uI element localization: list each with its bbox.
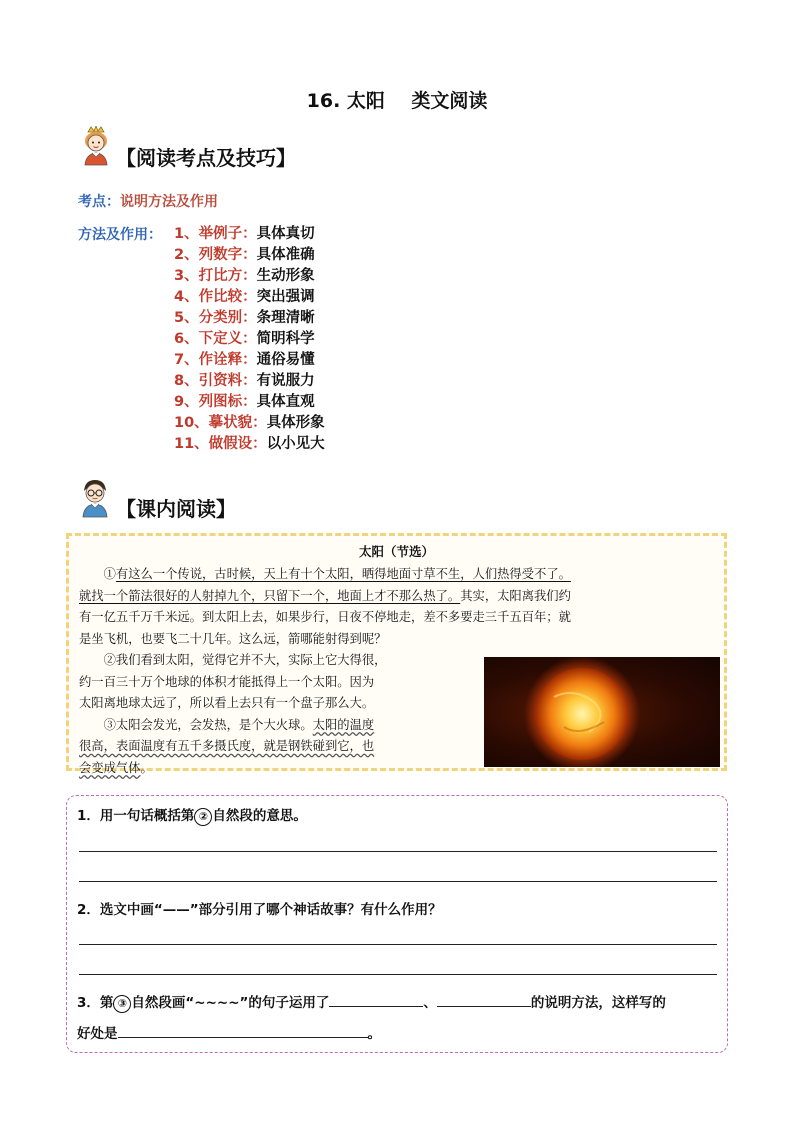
method-item: 5、分类别：条理清晰	[174, 310, 315, 326]
passage-line: 会变成气体。	[79, 760, 153, 775]
method-item: 1、举例子：具体真切	[174, 226, 315, 242]
kaodian-row	[78, 191, 218, 211]
method-item: 8、引资料：有说服力	[174, 373, 315, 389]
kaodian-label: 考点：	[78, 194, 120, 210]
passage-line: ③太阳会发光，会发热，是个大火球。太阳的温度	[103, 717, 375, 732]
passage-line: 有一亿五千万千米远。到太阳上去，如果步行，日夜不停地走，差不多要走三千五百年；就	[79, 610, 571, 624]
page-title: 16. 太阳 类文阅读	[306, 90, 488, 112]
passage-line: 很高，表面温度有五千多摄氏度，就是钢铁碰到它，也	[79, 739, 375, 753]
answer-line[interactable]	[79, 881, 717, 882]
method-item: 10、摹状貌：具体形象	[174, 415, 325, 431]
method-item: 3、打比方：生动形象	[174, 268, 315, 284]
kaodian-value: 说明方法及作用	[120, 194, 218, 210]
question-3: 3．第 ③ 自然段画“~~~~”的句子运用了 、 的说明方法，这样写的	[77, 991, 666, 1013]
method-item: 2、列数字：具体准确	[174, 247, 315, 263]
sun-image	[484, 657, 720, 767]
section-heading-reading: 【课内阅读】	[116, 497, 236, 521]
answer-line[interactable]	[79, 974, 717, 975]
question-1: 1．用一句话概括第 ② 自然段的意思。	[77, 808, 307, 824]
method-item: 9、列图标：具体直观	[174, 394, 315, 410]
method-item: 4、作比较：突出强调	[174, 289, 315, 305]
girl-avatar-icon	[78, 126, 114, 166]
passage-line: 太阳离地球太远了，所以看上去只有一个盘子那么大。	[79, 696, 375, 710]
answer-line[interactable]	[79, 851, 717, 852]
questions-box	[66, 795, 728, 1053]
boy-avatar-icon	[78, 478, 112, 518]
question-2: 2．选文中画“——”部分引用了哪个神话故事？有什么作用？	[77, 902, 442, 918]
passage-line: ②我们看到太阳，觉得它并不大，实际上它大得很，	[103, 653, 387, 667]
method-item: 6、下定义：简明科学	[174, 331, 315, 347]
method-item: 7、作诠释：通俗易懂	[174, 352, 315, 368]
answer-blank[interactable]	[437, 992, 531, 1007]
passage-line: 就找一个箭法很好的人射掉九个，只留下一个，地面上才不那么热了。其实，太阳离我们约	[79, 588, 571, 603]
passage-line: 是坐飞机，也要飞二十几年。这么远，箭哪能射得到呢？	[79, 631, 387, 646]
methods-label: 方法及作用：	[78, 227, 162, 243]
method-item: 11、做假设：以小见大	[174, 436, 325, 452]
question-3-line2: 好处是 。	[77, 1022, 381, 1042]
answer-blank[interactable]	[118, 1023, 368, 1038]
section-heading-skills: 【阅读考点及技巧】	[116, 146, 296, 170]
passage-line: 约一百三十万个地球的体积才能抵得上一个太阳。因为	[79, 674, 375, 689]
answer-blank[interactable]	[329, 992, 423, 1007]
answer-line[interactable]	[79, 944, 717, 945]
reading-passage-box	[66, 533, 727, 775]
passage-title: 太阳（节选）	[358, 544, 434, 559]
passage-line: ①有这么一个传说，古时候，天上有十个太阳，晒得地面寸草不生，人们热得受不了。	[103, 567, 571, 581]
